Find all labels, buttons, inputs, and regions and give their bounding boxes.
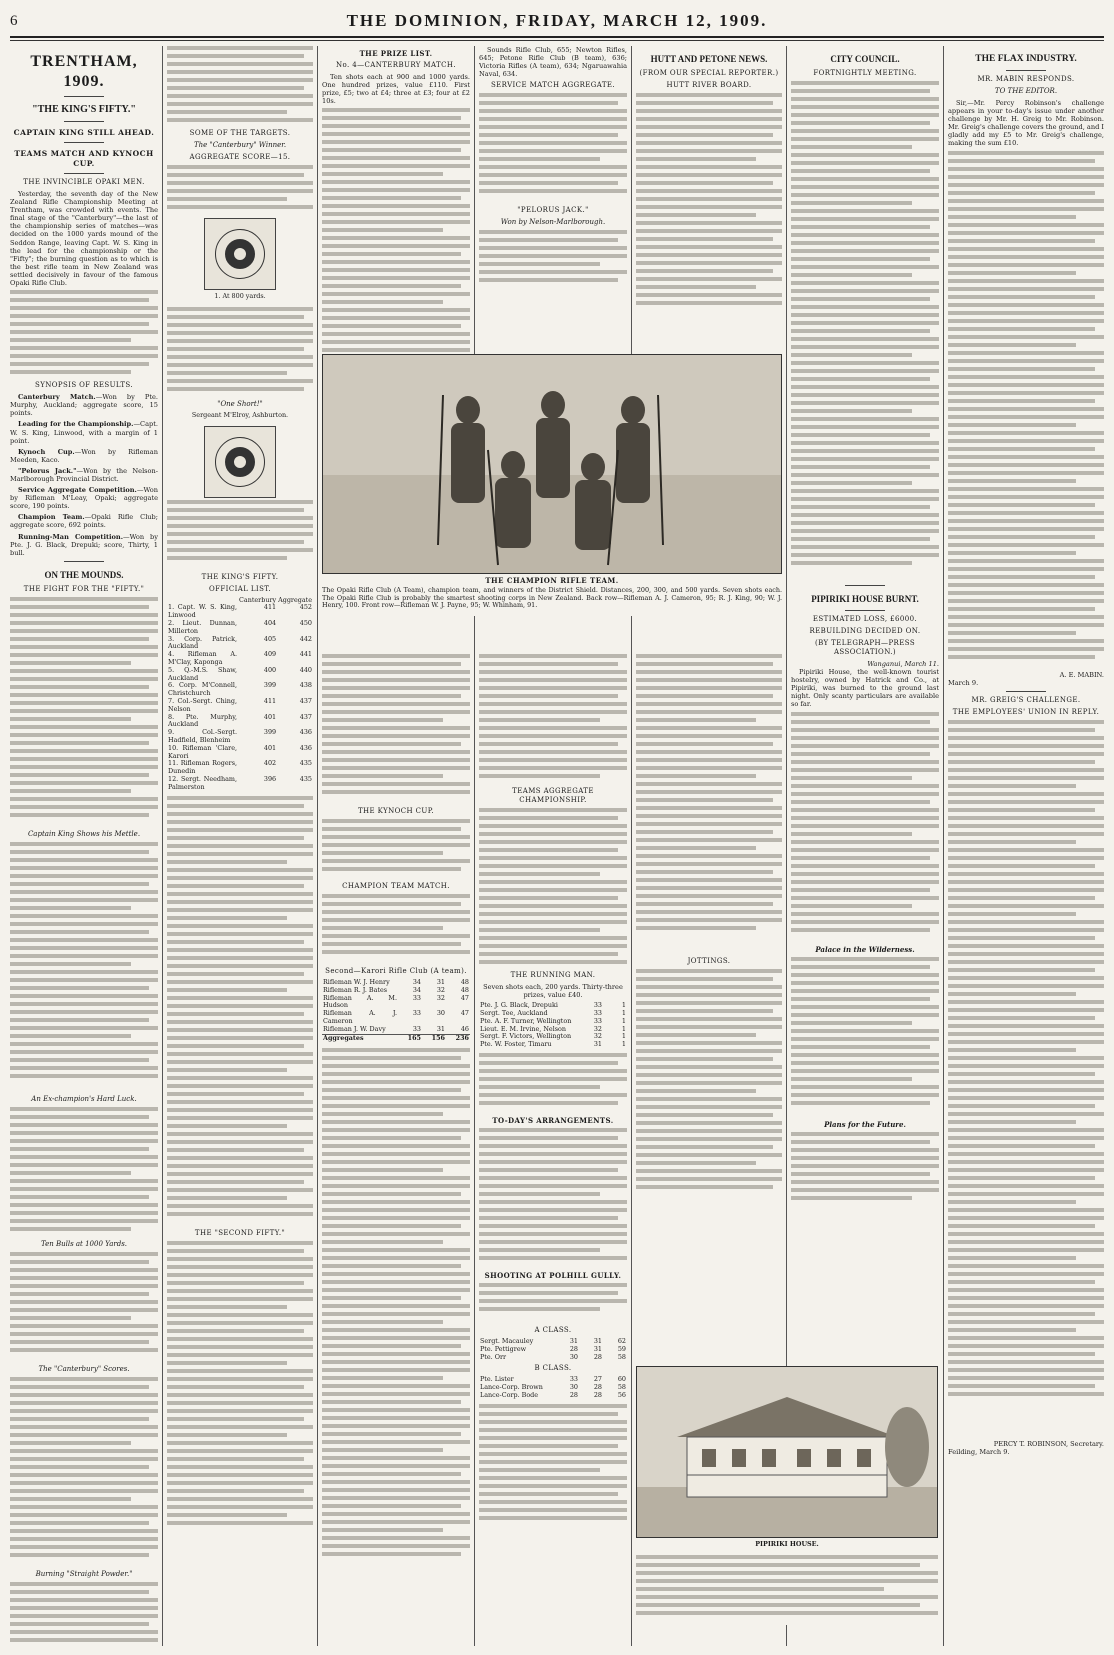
subhead-plans: Plans for the Future. xyxy=(824,1119,906,1129)
column-rule xyxy=(317,46,318,1646)
subhead-captain-king: Captain King Shows his Mettle. xyxy=(27,829,141,838)
aggregate-score-head: AGGREGATE SCORE—15. xyxy=(189,153,291,161)
section-polhill: SHOOTING AT POLHILL GULLY. xyxy=(484,1270,622,1280)
team-table-title: Second—Karori Rifle Club (A team). xyxy=(325,967,467,975)
subhead-straight-powder: Burning "Straight Powder." xyxy=(35,1569,133,1578)
column-rule xyxy=(474,46,475,1646)
continued-text: Sounds Rifle Club, 655; Newton Rifles, 645; Petone Rifle Club (B team), 636; Victoria Rifles (A team), 634; Ngaruawahia Naval, 634. xyxy=(479,46,627,79)
to-the-editor: TO THE EDITOR. xyxy=(994,87,1058,95)
column-3-lower xyxy=(322,654,470,1644)
target-caption: 1. At 800 yards. xyxy=(214,292,266,300)
section-on-the-mounds: ON THE MOUNDS. xyxy=(44,569,124,580)
table-row: 9. Col.-Sergt. Hadfield, Blenheim 399 436 xyxy=(168,728,312,744)
headline-flax: THE FLAX INDUSTRY. xyxy=(975,54,1077,64)
team-scores-table xyxy=(322,979,470,1042)
sign-date-2: Feilding, March 9. xyxy=(948,1447,1010,1456)
greig-sub: THE EMPLOYEES' UNION IN REPLY. xyxy=(952,707,1100,716)
headline-pipiriki: PIPIRIKI HOUSE BURNT. xyxy=(811,594,919,604)
official-list-head: OFFICIAL LIST. xyxy=(209,584,271,593)
table-row: 7. Col.-Sergt. Ching, Nelson 411 437 xyxy=(168,696,312,713)
table-row: Pte. A. F. Turner, Wellington 33 1 xyxy=(480,1016,626,1025)
photo-caption: THE CHAMPION RIFLE TEAM. The Opaki Rifle Club (A Team), champion team, and winners of the District Shield. Distances, 200, 300, and 500 yards. Seven shots each. The Opaki Rifle Club is probably the smartest shooting corps in New Zealand. Back row—Rifleman A. J. Cameron, 95; R. J. King, 90; W. J. Henry, 100. Front row—Rifleman W. J. Payne, 95; W. Whinham, 91. xyxy=(322,576,782,610)
deck-teams-match: TEAMS MATCH AND KYNOCH CUP. xyxy=(14,149,154,168)
section-running-man: THE RUNNING MAN. xyxy=(510,971,596,979)
photo-illustration xyxy=(323,355,781,573)
headline-city-council: CITY COUNCIL. xyxy=(830,54,900,64)
table-row: Sergt. Macauley 31 31 62 xyxy=(480,1336,626,1345)
section-pelorus-jack: "PELORUS JACK." xyxy=(517,206,589,215)
table-row: Rifleman A. M. Hudson 33 32 47 xyxy=(323,993,469,1010)
pipiriki-house-photo xyxy=(636,1366,938,1538)
table-row: Pte. Orr 30 28 58 xyxy=(480,1352,626,1361)
column-7 xyxy=(948,46,1104,1646)
table-row: Rifleman J. W. Davy 33 31 46 xyxy=(323,1024,469,1033)
photo-block xyxy=(322,354,782,616)
pipiriki-photo-block xyxy=(636,1366,938,1625)
section-kings-fifty: THE KING'S FIFTY. xyxy=(201,572,279,581)
column-rule xyxy=(162,46,163,1646)
one-short-head: "One Short!" xyxy=(217,399,263,408)
flax-deck: MR. MABIN RESPONDS. xyxy=(977,75,1075,83)
target-caption-2: Sergeant M'Elroy, Ashburton. xyxy=(191,410,289,419)
section-fight-fifty: THE FIGHT FOR THE "FIFTY." xyxy=(23,584,145,593)
subhead-canterbury-scores: The "Canterbury" Scores. xyxy=(38,1364,130,1373)
column-5 xyxy=(636,46,782,346)
column-4 xyxy=(479,46,627,346)
champion-team-photo xyxy=(322,354,782,574)
table-row: 6. Corp. M'Connell, Christchurch 399 438 xyxy=(168,681,312,698)
column-rule xyxy=(943,46,944,1646)
signature-mabin: A. E. MABIN. xyxy=(1059,670,1104,679)
table-row: 1. Capt. W. S. King, Linwood 411 452 xyxy=(168,603,312,620)
table-row: 11. Rifleman Rogers, Dunedin 402 435 xyxy=(168,759,312,776)
subhead-ten-bulls: Ten Bulls at 1000 Yards. xyxy=(40,1239,128,1248)
column-2 xyxy=(167,46,313,1646)
synopsis-item: Canterbury Match.—Won by Pte. Murphy, Auckland; aggregate score, 15 points. xyxy=(10,393,158,418)
table-row: 2. Lieut. Dunnan, Millerton 404 450 xyxy=(168,618,312,635)
section-kynoch: THE KYNOCH CUP. xyxy=(357,807,435,815)
newspaper-title: THE DOMINION, FRIDAY, MARCH 12, 1909. xyxy=(346,11,768,30)
kings-fifty-table: Canterbury Aggregate 1. Capt. W. S. King, Linwood 411 452 2. Lieut. Dunnan, Millerton 404 450 3. Corp. Patrick, Auckland 405 442 4. Rifleman A. M'Clay, Kaponga 409 441 5. Q.-M.S. Shaw, Auckland 400 440 6. Corp. M'Connell, Christchurch 399 438 7. Col.-Sergt. Ching, Nelson 411 437 8. Pte. Murphy, Auckland 401 437 9. Col.-Sergt. Hadfield, Blenheim 399 436 10. Rifleman 'Clare, Karori 401 436 11. Rifleman Rogers, Dunedin 402 435 12. Sergt. Needham, Palmerston 396 435 xyxy=(168,595,312,791)
section-greig: MR. GREIG'S CHALLENGE. xyxy=(971,695,1081,704)
section-synopsis: SYNOPSIS OF RESULTS. xyxy=(35,381,133,390)
section-champion-team-match: CHAMPION TEAM MATCH. xyxy=(342,882,450,890)
section-prize-list: THE PRIZE LIST. xyxy=(359,49,433,58)
table-row: Rifleman W. J. Henry 34 31 48 xyxy=(323,978,469,986)
table-row: Pte. Lister 33 27 60 xyxy=(480,1375,626,1384)
table-row: Sergt. Tee, Auckland 33 1 xyxy=(480,1008,626,1017)
section-second-fifty: THE "SECOND FIFTY." xyxy=(194,1228,286,1237)
table-row: Rifleman A. J. Cameron 33 30 47 xyxy=(323,1009,469,1025)
table-row: 12. Sergt. Needham, Palmerston 396 435 xyxy=(168,774,312,791)
pipiriki-illustration xyxy=(637,1367,937,1537)
synopsis-list xyxy=(10,393,158,557)
target-diagram xyxy=(204,218,276,290)
synopsis-item: Leading for the Championship.—Capt. W. S. King, Linwood, with a margin of 1 point. xyxy=(10,420,158,445)
canterbury-winner-head: The "Canterbury" Winner. xyxy=(193,141,287,149)
flax-para: Sir,—Mr. Percy Robinson's challenge appears in your to-day's issue under another challenge by Mr. H. Greig to Mr. Robinson. Mr. Greig's challenge covers the ground, and I gladly add my £5 to Mr. Greig's challenge, making the sum £10. xyxy=(948,99,1104,148)
section-targets: SOME OF THE TARGETS. xyxy=(189,129,291,137)
polhill-a-table xyxy=(479,1338,627,1361)
prizes-intro: Ten shots each at 900 and 1000 yards. One hundred prizes, value £110. First prize, £5; two at £4; three at £3; four at £2 10s. xyxy=(322,73,470,106)
table-row: Pte. J. G. Black, Drepuki 33 1 xyxy=(480,1001,626,1010)
pipiriki-caption: PIPIRIKI HOUSE. xyxy=(755,1540,819,1548)
newspaper-page xyxy=(10,6,1104,1650)
polhill-b-table xyxy=(479,1376,627,1399)
table-row: Lance-Corp. Brown 30 28 58 xyxy=(480,1383,626,1392)
headline-hutt-petone: HUTT AND PETONE NEWS. xyxy=(650,54,768,64)
polhill-a-class: A CLASS. xyxy=(534,1325,572,1334)
subhead-palace: Palace in the Wilderness. xyxy=(815,944,915,954)
pelorus-jack-sub: Won by Nelson-Marlborough. xyxy=(500,218,606,227)
headline-trentham: TRENTHAM, 1909. xyxy=(30,53,138,90)
masthead xyxy=(10,6,1104,38)
sign-date: March 9. xyxy=(948,678,979,687)
section-todays-arrangements: TO-DAY'S ARRANGEMENTS. xyxy=(492,1115,614,1125)
article-paragraph: Yesterday, the seventh day of the New Zealand Rifle Championship Meeting at Trentham, was crowded with events. The final stage of the "Canterbury"—the last of the championship series of matches—was decided on the 1000 yards mound of the Seddon Range, leaving Capt. W. S. King in the lead for the championship or the "Fifty"; the burning question as to which is the best rifle team in New Zealand was settled decisively in favour of the famous Opaki Rifle Club. xyxy=(10,190,158,288)
deck-captain-king: CAPTAIN KING STILL AHEAD. xyxy=(13,128,155,137)
synopsis-item: "Pelorus Jack."—Won by the Nelson-Marlborough Provincial District. xyxy=(10,466,158,483)
subhead-kings-fifty: "THE KING'S FIFTY." xyxy=(32,104,136,115)
section-service-aggregate: SERVICE MATCH AGGREGATE. xyxy=(490,81,616,90)
table-row: Lance-Corp. Bode 28 28 56 xyxy=(480,1390,626,1399)
table-row: 10. Rifleman 'Clare, Karori 401 436 xyxy=(168,743,312,760)
masthead-rule xyxy=(10,38,1104,41)
synopsis-item: Running-Man Competition.—Won by Pte. J. G. Black, Drepuki; score, Thirty, 1 bull. xyxy=(10,532,158,557)
section-opaki: THE INVINCIBLE OPAKI MEN. xyxy=(23,178,145,186)
table-total-row: Aggregates 165 156 236 xyxy=(323,1033,469,1042)
pipiriki-byline: (BY TELEGRAPH—PRESS ASSOCIATION.) xyxy=(814,639,916,656)
synopsis-item: Service Aggregate Competition.—Won by Rifleman M'Leay, Opaki; aggregate score, 190 points. xyxy=(10,486,158,511)
column-rule xyxy=(631,46,632,1646)
table-row: Lieut. E. M. Irvine, Nelson 32 1 xyxy=(480,1024,626,1033)
pipiriki-loss: ESTIMATED LOSS, £6000. xyxy=(812,615,918,623)
section-teams-aggregate: TEAMS AGGREGATE CHAMPIONSHIP. xyxy=(512,787,594,804)
column-4-lower xyxy=(479,654,627,1644)
canterbury-match-head: No. 4—CANTERBURY MATCH. xyxy=(335,61,457,69)
pipiriki-dateline: Wanganui, March 11. xyxy=(867,660,939,668)
running-man-table xyxy=(479,1002,627,1049)
table-row: Rifleman R. J. Bates 34 32 48 xyxy=(323,985,469,994)
pipiriki-rebuild: REBUILDING DECIDED ON. xyxy=(809,627,921,635)
page-number: 6 xyxy=(10,12,18,29)
signature-robinson: PERCY T. ROBINSON, Secretary. xyxy=(993,1439,1104,1448)
table-row: Pte. W. Foster, Timaru 31 1 xyxy=(480,1040,626,1049)
column-1 xyxy=(10,46,158,1646)
hutt-byline: (FROM OUR SPECIAL REPORTER.) xyxy=(639,69,779,77)
table-row: 3. Corp. Patrick, Auckland 405 442 xyxy=(168,634,312,651)
synopsis-item: Champion Team.—Opaki Rifle Club; aggregate score, 692 points. xyxy=(10,513,158,530)
photo-title: THE CHAMPION RIFLE TEAM. xyxy=(485,576,619,585)
subhead-ex-champion: An Ex-champion's Hard Luck. xyxy=(31,1094,137,1103)
table-row: Sergt. F. Victors, Wellington 32 1 xyxy=(480,1032,626,1041)
target-diagram-2 xyxy=(204,426,276,498)
pipiriki-para: Pipiriki House, the well-known tourist hostelry, owned by Hatrick and Co., at Pipiriki, was burned to the ground last night. Only scanty particulars are available so far. xyxy=(791,668,939,709)
section-hutt-river-board: HUTT RIVER BOARD. xyxy=(666,81,752,89)
synopsis-item: Kynoch Cup.—Won by Rifleman Meeden, Kaco. xyxy=(10,447,158,464)
table-row: 4. Rifleman A. M'Clay, Kaponga 409 441 xyxy=(168,650,312,666)
table-row: 8. Pte. Murphy, Auckland 401 437 xyxy=(168,712,312,729)
table-row: 5. Q.-M.S. Shaw, Auckland 400 440 xyxy=(168,665,312,682)
running-man-sub: Seven shots each, 200 yards. Thirty-three prizes, value £40. xyxy=(483,983,623,1000)
city-council-deck: FORTNIGHTLY MEETING. xyxy=(813,69,917,77)
polhill-b-class: B CLASS. xyxy=(534,1364,572,1373)
section-jottings: JOTTINGS. xyxy=(687,957,731,965)
table-row: Pte. Pettigrew 28 31 59 xyxy=(480,1344,626,1353)
